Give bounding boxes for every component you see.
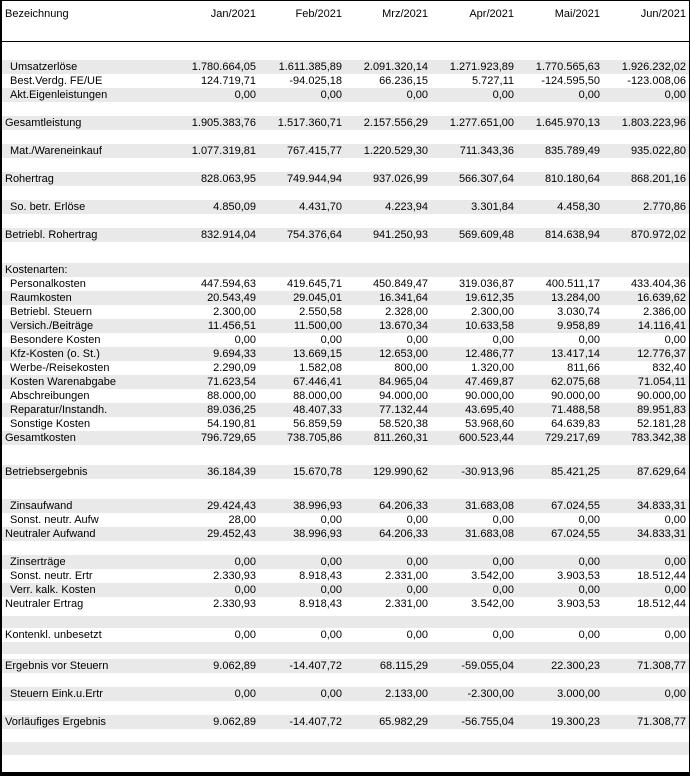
table-row xyxy=(2,687,689,701)
cell-value: 8.918,43 xyxy=(299,597,342,610)
cell-value: 124.719,71 xyxy=(200,74,256,87)
cell-value: 0,00 xyxy=(664,513,686,526)
cell-value: 56.859,59 xyxy=(293,417,342,430)
spacer-row xyxy=(2,242,689,263)
cell-value: 1.582,08 xyxy=(299,361,342,374)
table-row xyxy=(2,583,689,597)
cell-value: -123.008,06 xyxy=(627,74,686,87)
row-label: Mat./Wareneinkauf xyxy=(10,144,102,157)
row-label: Sonst. neutr. Aufw xyxy=(10,513,99,526)
cell-value: 31.683,08 xyxy=(465,527,514,540)
row-label: Rohertrag xyxy=(5,172,54,185)
cell-value: 88.000,00 xyxy=(207,389,256,402)
table-row xyxy=(2,417,689,431)
row-label: Reparatur/Instandh. xyxy=(10,403,108,416)
table-row xyxy=(2,628,689,642)
column-header-jun: Jun/2021 xyxy=(640,8,686,20)
row-label: Sonstige Kosten xyxy=(10,417,91,430)
cell-value: 129.990,62 xyxy=(372,465,428,478)
cell-value: 36.184,39 xyxy=(207,465,256,478)
cell-value: 569.609,48 xyxy=(458,228,514,241)
cell-value: 811,66 xyxy=(567,361,600,374)
cell-value: 1.905.383,76 xyxy=(191,116,256,129)
cell-value: 16.341,64 xyxy=(379,291,428,304)
table-row xyxy=(2,88,689,102)
spacer-row xyxy=(2,742,689,755)
cell-value: 89.036,25 xyxy=(207,403,256,416)
cell-value: 433.404,36 xyxy=(630,277,686,290)
cell-value: 0,00 xyxy=(664,628,686,641)
cell-value: 796.729,65 xyxy=(200,431,256,444)
cell-value: 0,00 xyxy=(320,628,342,641)
table-row xyxy=(2,465,689,479)
cell-value: 29.452,43 xyxy=(207,527,256,540)
cell-value: 19.612,35 xyxy=(465,291,514,304)
cell-value: 5.727,11 xyxy=(471,74,514,87)
cell-value: 2.328,00 xyxy=(385,305,428,318)
cell-value: 84.965,04 xyxy=(379,375,428,388)
cell-value: 2.300,00 xyxy=(213,305,256,318)
table-header xyxy=(2,1,689,42)
cell-value: 68.115,29 xyxy=(379,659,428,672)
spacer-row xyxy=(2,130,689,144)
row-label: Betriebl. Steuern xyxy=(10,305,92,318)
spacer-row xyxy=(2,755,689,767)
cell-value: 0,00 xyxy=(578,88,600,101)
cell-value: 18.512,44 xyxy=(637,597,686,610)
cell-value: 1.780.664,05 xyxy=(191,60,256,73)
cell-value: 1.611.385,89 xyxy=(278,60,342,73)
cell-value: 89.951,83 xyxy=(637,403,686,416)
cell-value: 4.458,30 xyxy=(557,200,600,213)
cell-value: 3.903,53 xyxy=(557,569,600,582)
cell-value: 937.026,99 xyxy=(372,172,428,185)
cell-value: 1.803.223,96 xyxy=(621,116,686,129)
cell-value: 0,00 xyxy=(578,513,600,526)
cell-value: 0,00 xyxy=(234,628,256,641)
row-label: Umsatzerlöse xyxy=(10,60,78,73)
cell-value: 566.307,64 xyxy=(458,172,514,185)
cell-value: 10.633,58 xyxy=(465,319,514,332)
cell-value: 0,00 xyxy=(406,88,428,101)
cell-value: 9.958,89 xyxy=(557,319,600,332)
cell-value: 1.517.360,71 xyxy=(277,116,342,129)
row-label: Betriebsergebnis xyxy=(5,465,88,478)
cell-value: 2.550,58 xyxy=(299,305,342,318)
cell-value: 20.543,49 xyxy=(207,291,256,304)
cell-value: 16.639,62 xyxy=(637,291,686,304)
cell-value: 13.417,14 xyxy=(551,347,600,360)
row-label: Werbe-/Reisekosten xyxy=(10,361,110,374)
cell-value: 31.683,08 xyxy=(465,499,514,512)
row-label: Kfz-Kosten (o. St.) xyxy=(10,347,100,360)
cell-value: 3.030,74 xyxy=(557,305,600,318)
cell-value: -14.407,72 xyxy=(289,715,342,728)
table-row xyxy=(2,116,689,130)
spacer-row xyxy=(2,479,689,499)
cell-value: 77.132,44 xyxy=(379,403,428,416)
cell-value: 28,00 xyxy=(228,513,256,526)
cell-value: 87.629,64 xyxy=(637,465,686,478)
cell-value: 832,40 xyxy=(652,361,686,374)
cell-value: 800,00 xyxy=(394,361,428,374)
row-label: Kosten Warenabgabe xyxy=(10,375,116,388)
cell-value: 0,00 xyxy=(320,583,342,596)
cell-value: 38.996,93 xyxy=(293,499,342,512)
cell-value: 64.639,83 xyxy=(551,417,600,430)
cell-value: 400.511,17 xyxy=(545,277,600,290)
table-row xyxy=(2,597,689,611)
row-label: Raumkosten xyxy=(10,291,72,304)
row-label: Gesamtkosten xyxy=(5,431,76,444)
cell-value: 71.623,54 xyxy=(207,375,256,388)
cell-value: 0,00 xyxy=(492,513,514,526)
cell-value: 2.330,93 xyxy=(213,597,256,610)
table-row xyxy=(2,659,689,673)
cell-value: 1.770.565,63 xyxy=(535,60,600,73)
cell-value: 783.342,38 xyxy=(630,431,686,444)
cell-value: 15.670,78 xyxy=(293,465,342,478)
cell-value: 88.000,00 xyxy=(293,389,342,402)
column-header-bezeichnung: Bezeichnung xyxy=(5,8,69,20)
cell-value: 0,00 xyxy=(578,628,600,641)
cell-value: 12.486,77 xyxy=(465,347,514,360)
cell-value: -30.913,96 xyxy=(461,465,514,478)
cell-value: 2.300,00 xyxy=(471,305,514,318)
cell-value: 4.223,94 xyxy=(385,200,428,213)
cell-value: 0,00 xyxy=(578,333,600,346)
cell-value: 0,00 xyxy=(234,333,256,346)
cell-value: 13.670,34 xyxy=(379,319,428,332)
row-label: Best.Verdg. FE/UE xyxy=(10,74,103,87)
cell-value: 54.190,81 xyxy=(207,417,256,430)
cell-value: 1.220.529,30 xyxy=(363,144,428,157)
cell-value: 828.063,95 xyxy=(200,172,256,185)
table-row xyxy=(2,389,689,403)
cell-value: 870.972,02 xyxy=(630,228,686,241)
cell-value: 0,00 xyxy=(406,513,428,526)
table-row xyxy=(2,527,689,541)
cell-value: 67.024,55 xyxy=(551,527,600,540)
cell-value: 0,00 xyxy=(234,555,256,568)
cell-value: 1.277.651,00 xyxy=(449,116,514,129)
table-row xyxy=(2,347,689,361)
cell-value: 71.308,77 xyxy=(637,659,686,672)
cell-value: -59.055,04 xyxy=(461,659,514,672)
row-label: Besondere Kosten xyxy=(10,333,101,346)
cell-value: 2.290,09 xyxy=(213,361,256,374)
cell-value: 64.206,33 xyxy=(379,527,428,540)
cell-value: 3.301,84 xyxy=(471,200,514,213)
spacer-row xyxy=(2,42,689,60)
table-row xyxy=(2,555,689,569)
cell-value: 0,00 xyxy=(664,583,686,596)
table-row xyxy=(2,305,689,319)
row-label: Verr. kalk. Kosten xyxy=(10,583,96,596)
cell-value: 935.022,80 xyxy=(630,144,686,157)
cell-value: 0,00 xyxy=(664,333,686,346)
row-label: Zinserträge xyxy=(10,555,66,568)
cell-value: 18.512,44 xyxy=(637,569,686,582)
cell-value: 13.284,00 xyxy=(551,291,600,304)
table-row xyxy=(2,499,689,513)
cell-value: 12.653,00 xyxy=(379,347,428,360)
cell-value: 419.645,71 xyxy=(286,277,342,290)
cell-value: 0,00 xyxy=(320,555,342,568)
spacer-row xyxy=(2,701,689,715)
cell-value: 941.250,93 xyxy=(372,228,428,241)
table-row xyxy=(2,60,689,74)
cell-value: 90.000,00 xyxy=(551,389,600,402)
cell-value: 12.776,37 xyxy=(637,347,686,360)
cell-value: 3.542,00 xyxy=(471,569,514,582)
table-row xyxy=(2,375,689,389)
cell-value: 14.116,41 xyxy=(637,319,686,332)
cell-value: 811.260,31 xyxy=(373,431,428,444)
cell-value: 29.424,43 xyxy=(207,499,256,512)
cell-value: 11.500,00 xyxy=(293,319,342,332)
cell-value: 2.386,00 xyxy=(643,305,686,318)
cell-value: 71.308,77 xyxy=(637,715,686,728)
cell-value: 47.469,87 xyxy=(465,375,514,388)
cell-value: 66.236,15 xyxy=(379,74,428,87)
cell-value: 90.000,00 xyxy=(637,389,686,402)
cell-value: 2.157.556,29 xyxy=(363,116,428,129)
cell-value: 22.300,23 xyxy=(551,659,600,672)
column-header-feb: Feb/2021 xyxy=(295,8,342,20)
cell-value: 1.320,00 xyxy=(471,361,514,374)
cell-value: 0,00 xyxy=(406,555,428,568)
cell-value: 0,00 xyxy=(492,333,514,346)
column-header-mai: Mai/2021 xyxy=(554,8,600,20)
table-row xyxy=(2,263,689,277)
table-body xyxy=(2,42,689,767)
cell-value: 2.091.320,14 xyxy=(363,60,428,73)
spacer-row xyxy=(2,214,689,228)
cell-value: 447.594,63 xyxy=(200,277,256,290)
cell-value: 0,00 xyxy=(320,333,342,346)
table-row xyxy=(2,277,689,291)
cell-value: 2.133,00 xyxy=(385,687,428,700)
row-label: Neutraler Aufwand xyxy=(5,527,96,540)
cell-value: 4.431,70 xyxy=(299,200,342,213)
table-row xyxy=(2,569,689,583)
table-row xyxy=(2,74,689,88)
table-row xyxy=(2,144,689,158)
cell-value: 34.833,31 xyxy=(637,527,686,540)
cell-value: 1.645.970,13 xyxy=(535,116,600,129)
table-row xyxy=(2,361,689,375)
row-label: Akt.Eigenleistungen xyxy=(10,88,108,101)
cell-value: 749.944,94 xyxy=(286,172,342,185)
cell-value: 64.206,33 xyxy=(379,499,428,512)
cell-value: 9.062,89 xyxy=(213,659,256,672)
cell-value: -56.755,04 xyxy=(461,715,514,728)
cell-value: 19.300,23 xyxy=(551,715,600,728)
row-label: Kontenkl. unbesetzt xyxy=(5,628,102,641)
cell-value: 48.407,33 xyxy=(293,403,342,416)
table-row xyxy=(2,403,689,417)
cell-value: 62.075,68 xyxy=(551,375,600,388)
spacer-row xyxy=(2,445,689,465)
table-row xyxy=(2,513,689,527)
table-row xyxy=(2,715,689,729)
table-row xyxy=(2,228,689,242)
cell-value: 754.376,64 xyxy=(286,228,342,241)
cell-value: 0,00 xyxy=(578,555,600,568)
cell-value: 52.181,28 xyxy=(637,417,686,430)
cell-value: 0,00 xyxy=(492,583,514,596)
cell-value: 0,00 xyxy=(406,628,428,641)
row-label: Abschreibungen xyxy=(10,389,90,402)
cell-value: 53.968,60 xyxy=(465,417,514,430)
cell-value: 1.077.319,81 xyxy=(191,144,256,157)
cell-value: 0,00 xyxy=(664,555,686,568)
column-header-jan: Jan/2021 xyxy=(210,8,256,20)
cell-value: 319.036,87 xyxy=(458,277,514,290)
cell-value: 90.000,00 xyxy=(465,389,514,402)
spacer-row xyxy=(2,102,689,116)
cell-value: 9.694,33 xyxy=(213,347,256,360)
cell-value: -124.595,50 xyxy=(541,74,600,87)
cell-value: 2.331,00 xyxy=(385,597,428,610)
cell-value: 0,00 xyxy=(320,687,342,700)
cell-value: 832.914,04 xyxy=(200,228,256,241)
row-label: Sonst. neutr. Ertr xyxy=(10,569,93,582)
cell-value: 71.488,58 xyxy=(551,403,600,416)
spacer-row xyxy=(2,158,689,172)
spacer-row xyxy=(2,642,689,654)
cell-value: 65.982,29 xyxy=(379,715,428,728)
cell-value: 67.024,55 xyxy=(551,499,600,512)
table-row xyxy=(2,172,689,186)
cell-value: 85.421,25 xyxy=(551,465,600,478)
cell-value: 29.045,01 xyxy=(293,291,342,304)
cell-value: 868.201,16 xyxy=(630,172,686,185)
spacer-row xyxy=(2,729,689,742)
cell-value: 34.833,31 xyxy=(637,499,686,512)
table-row xyxy=(2,333,689,347)
cell-value: -14.407,72 xyxy=(289,659,342,672)
cell-value: 3.903,53 xyxy=(557,597,600,610)
row-label: Steuern Eink.u.Ertr xyxy=(10,687,103,700)
cell-value: 43.695,40 xyxy=(465,403,514,416)
row-label: Ergebnis vor Steuern xyxy=(5,659,109,672)
cell-value: 810.180,64 xyxy=(544,172,600,185)
cell-value: 0,00 xyxy=(578,583,600,596)
cell-value: 729.217,69 xyxy=(544,431,600,444)
table-row xyxy=(2,319,689,333)
row-label: Versich./Beiträge xyxy=(10,319,94,332)
table-row xyxy=(2,291,689,305)
row-label: Zinsaufwand xyxy=(10,499,73,512)
row-label: Gesamtleistung xyxy=(5,116,82,129)
cell-value: 711.343,36 xyxy=(459,144,514,157)
cell-value: 3.000,00 xyxy=(557,687,600,700)
cell-value: 600.523,44 xyxy=(458,431,514,444)
cell-value: 0,00 xyxy=(234,88,256,101)
cell-value: 4.850,09 xyxy=(213,200,256,213)
table-row xyxy=(2,200,689,214)
cell-value: 38.996,93 xyxy=(293,527,342,540)
cell-value: 9.062,89 xyxy=(213,715,256,728)
cell-value: 11.456,51 xyxy=(207,319,256,332)
cell-value: 767.415,77 xyxy=(286,144,342,157)
cell-value: 835.789,49 xyxy=(544,144,600,157)
cell-value: 814.638,94 xyxy=(544,228,600,241)
cell-value: -94.025,18 xyxy=(289,74,342,87)
cell-value: 2.330,93 xyxy=(213,569,256,582)
cell-value: 1.271.923,89 xyxy=(449,60,514,73)
cell-value: 0,00 xyxy=(234,687,256,700)
row-label: So. betr. Erlöse xyxy=(10,200,86,213)
cell-value: 0,00 xyxy=(492,555,514,568)
spacer-row xyxy=(2,673,689,687)
row-label: Betriebl. Rohertrag xyxy=(5,228,98,241)
cell-value: 3.542,00 xyxy=(471,597,514,610)
cell-value: 71.054,11 xyxy=(637,375,686,388)
spacer-row xyxy=(2,186,689,200)
cell-value: 1.926.232,02 xyxy=(621,60,686,73)
cell-value: 0,00 xyxy=(664,88,686,101)
cell-value: 8.918,43 xyxy=(299,569,342,582)
row-label: Vorläufiges Ergebnis xyxy=(5,715,106,728)
row-label: Neutraler Ertrag xyxy=(5,597,84,610)
cell-value: 94.000,00 xyxy=(379,389,428,402)
cell-value: 0,00 xyxy=(234,583,256,596)
cell-value: -2.300,00 xyxy=(467,687,514,700)
cell-value: 450.849,47 xyxy=(372,277,428,290)
cell-value: 2.331,00 xyxy=(385,569,428,582)
table-row xyxy=(2,431,689,445)
cell-value: 13.669,15 xyxy=(293,347,342,360)
cell-value: 0,00 xyxy=(406,333,428,346)
cell-value: 2.770,86 xyxy=(643,200,686,213)
spacer-row xyxy=(2,616,689,628)
cell-value: 67.446,41 xyxy=(293,375,342,388)
cell-value: 58.520,38 xyxy=(379,417,428,430)
cell-value: 0,00 xyxy=(320,88,342,101)
spacer-row xyxy=(2,541,689,555)
cell-value: 0,00 xyxy=(320,513,342,526)
cell-value: 0,00 xyxy=(406,583,428,596)
cell-value: 0,00 xyxy=(492,628,514,641)
cell-value: 0,00 xyxy=(492,88,514,101)
cell-value: 738.705,86 xyxy=(286,431,342,444)
cell-value: 0,00 xyxy=(664,687,686,700)
row-label: Personalkosten xyxy=(10,277,86,290)
row-label: Kostenarten: xyxy=(5,263,68,276)
column-header-apr: Apr/2021 xyxy=(469,8,514,20)
column-header-mrz: Mrz/2021 xyxy=(382,8,428,20)
